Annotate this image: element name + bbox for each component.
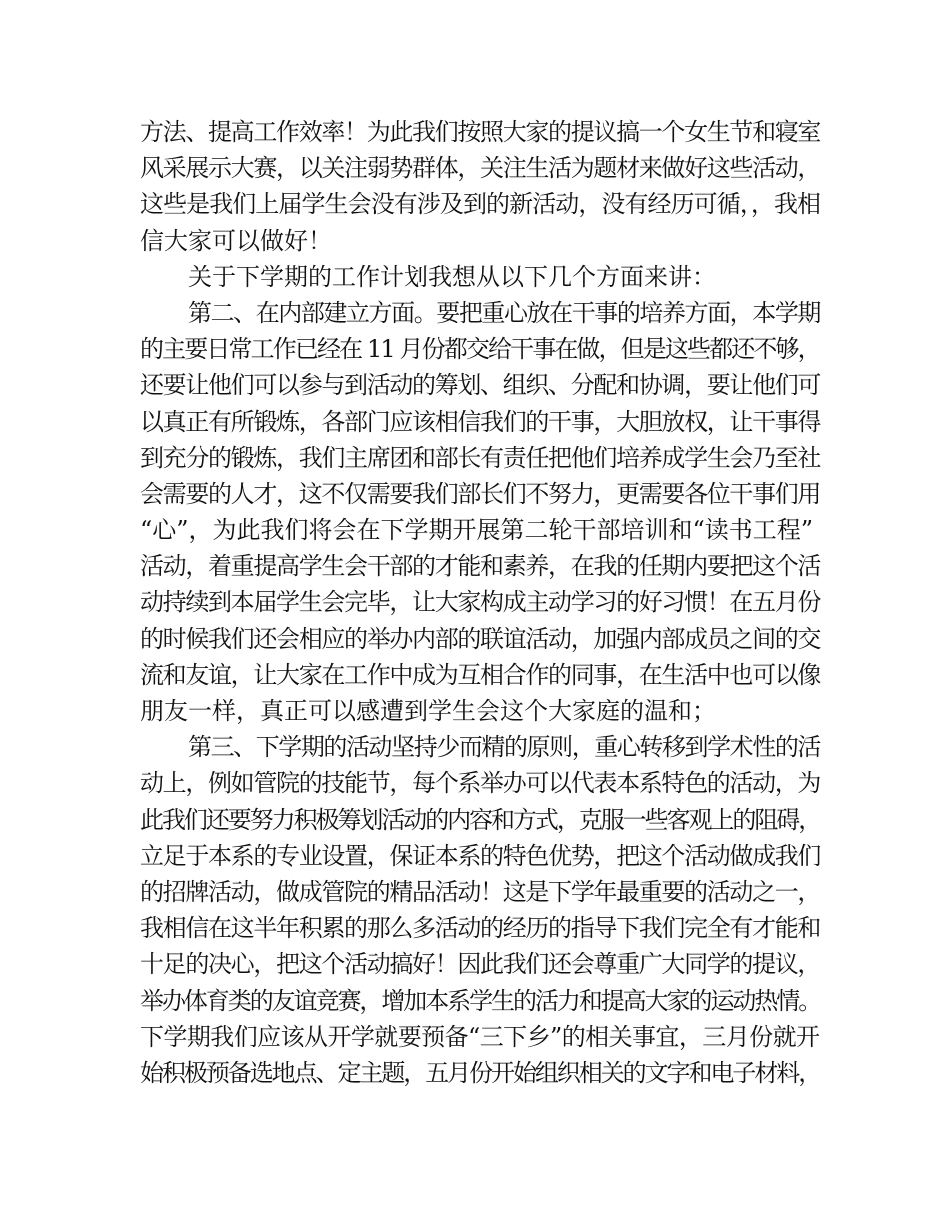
text-line: 此我们还要努力积极筹划活动的内容和方式，克服一些客观上的阻碍， bbox=[140, 805, 821, 834]
text-line: 动持续到本届学生会完毕，让大家构成主动学习的好习惯！在五月份 bbox=[140, 588, 821, 617]
text-line: “心”，为此我们将会在下学期开展第二轮干部培训和“读书工程” bbox=[140, 516, 814, 545]
text-line: 会需要的人才，这不仅需要我们部长们不努力，更需要各位干事们用 bbox=[140, 479, 821, 508]
text-line: 风采展示大赛，以关注弱势群体，关注生活为题材来做好这些活动， bbox=[140, 154, 821, 183]
body-text bbox=[140, 114, 820, 1091]
text-line: 到充分的锻炼，我们主席团和部长有责任把他们培养成学生会乃至社 bbox=[140, 443, 821, 472]
text-line: 以真正有所锻炼，各部门应该相信我们的干事，大胆放权，让干事得 bbox=[140, 407, 821, 436]
text-line: 我相信在这半年积累的那么多活动的经历的指导下我们完全有才能和 bbox=[140, 914, 821, 943]
text-line: 的招牌活动，做成管院的精品活动！这是下学年最重要的活动之一， bbox=[140, 877, 821, 906]
text-line: 的主要日常工作已经在 11 月份都交给干事在做，但是这些都还不够， bbox=[140, 335, 820, 364]
text-line: 还要让他们可以参与到活动的筹划、组织、分配和协调，要让他们可 bbox=[140, 371, 821, 400]
text-line: 流和友谊，让大家在工作中成为互相合作的同事，在生活中也可以像 bbox=[140, 660, 821, 689]
text-line: 的时候我们还会相应的举办内部的联谊活动，加强内部成员之间的交 bbox=[140, 624, 821, 653]
text-line: 朋友一样，真正可以感遭到学生会这个大家庭的温和； bbox=[140, 697, 716, 725]
text-line: 十足的决心，把这个活动搞好！因此我们还会尊重广大同学的提议， bbox=[140, 950, 821, 979]
text-line: 始积极预备选地点、定主题，五月份开始组织相关的文字和电子材料， bbox=[140, 1058, 821, 1087]
text-line: 第二、在内部建立方面。要把重心放在干事的培养方面，本学期 bbox=[188, 298, 820, 327]
text-line: 这些是我们上届学生会没有涉及到的新活动，没有经历可循，，我相 bbox=[140, 190, 821, 219]
text-line: 方法、提高工作效率！为此我们按照大家的提议搞一个女生节和寝室 bbox=[140, 118, 821, 146]
text-line: 下学期我们应该从开学就要预备“三下乡”的相关事宜，三月份就开 bbox=[140, 1022, 820, 1051]
text-line: 动上，例如管院的技能节，每个系举办可以代表本系特色的活动，为 bbox=[140, 769, 821, 798]
text-line: 举办体育类的友谊竞赛，增加本系学生的活力和提高大家的运动热情。 bbox=[140, 986, 821, 1015]
text-line: 信大家可以做好！ bbox=[140, 226, 332, 255]
text-line: 活动，着重提高学生会干部的才能和素养，在我的任期内要把这个活 bbox=[140, 552, 821, 581]
text-line: 第三、下学期的活动坚持少而精的原则，重心转移到学术性的活 bbox=[188, 733, 820, 762]
text-line: 立足于本系的专业设置，保证本系的特色优势，把这个活动做成我们 bbox=[140, 841, 821, 870]
text-line: 关于下学期的工作计划我想从以下几个方面来讲： bbox=[188, 262, 716, 291]
